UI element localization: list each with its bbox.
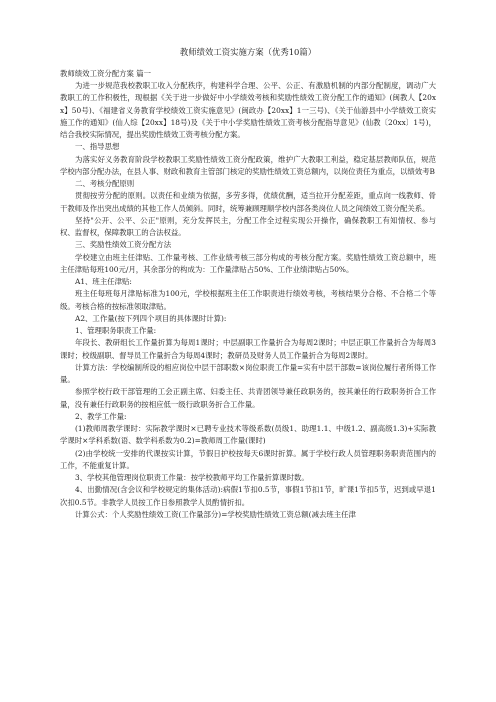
heading-methods: 三、奖励性绩效工资分配方法 (75, 240, 172, 250)
paragraph-calculation-method: 计算方法：学校编制所设的相应岗位中层干部职数×岗位职责工作量=实有中层干部数=该岗位履行者所得工作量。 (60, 362, 436, 384)
paragraph-guiding-ideology: 为落实好义务教育阶段学校教职工奖励性绩效工资分配政策，维护广大教职工利益，稳定基层教师队伍，规范学校内部分配办法，在县人事、财政和教育主管部门核定的奖励性绩效工资总额内，以岗位责任为重点，以绩效考B (60, 154, 436, 176)
heading-principles: 二、考核分配原则 (75, 179, 135, 188)
heading-a1: A1、班主任津贴: (75, 277, 132, 286)
paragraph-a1: 班主任每班每月津贴标准为100元，学校根据班主任工作职责进行绩效考核，考核结果分合格、不合格二个等级。考核合格的按标准领取津贴。 (60, 289, 436, 311)
heading-teaching-workload: 2、教学工作量: (75, 411, 127, 421)
paragraph-other-posts: 3、学校其他管理岗位职责工作量：按学校教师平均工作量折算课时数。 (75, 473, 309, 482)
paragraph-attendance: 4、出勤情况(含会议和学校规定的集体活动):病假1节扣0.5节，事假1节扣1节，旷课1节扣5节，迟到或早退1次扣0.5节。非教学人员按工作日参照教学人员酌情折扣。 (60, 485, 436, 507)
heading-a2: A2、工作量(按下列四个项目的具体课时计算): (75, 313, 227, 323)
paragraph-teaching-hours: (1)教师周教学课时：实际教学课时×已聘专业技术等级系数(员级1、助理1.1、中级1.2、副高级1.3)+实际教学课时×学科系数(语、数学科系数为0.2)=教师周工作量(课时) (60, 424, 436, 446)
paragraph-union-staff: 参照学校行政干部管理的工会正副主席、妇委主任、共青团领导兼任政职务的，按其兼任的行政职务折合工作量，没有兼任行政职务的按相应低一级行政职务折合工作量。 (60, 387, 436, 409)
paragraph-formula: 计算公式：个人奖励性绩效工资(工作量部分)=学校奖励性绩效工资总额(减去班主任津 (75, 509, 356, 519)
document-title: 教师绩效工资实施方案（优秀10篇） (179, 47, 317, 57)
section-heading: 教师绩效工资分配方案 篇一 (60, 69, 152, 78)
heading-management-workload: 1、管理职务职责工作量: (75, 326, 157, 335)
paragraph-methods: 学校建立由班主任津贴、工作量考核、工作业绩考核三部分构成的考核分配方案。奖励性绩效工资总额中，班主任津贴每班100元/月，其余部分的构成为：工作量津贴占50%、工作业绩津贴占50%。 (60, 252, 436, 274)
paragraph-management-workload: 年段长、教研组长工作量折算为每周1课时；中层副职工作量折合为每周2课时；中层正职工作量折合为每周3课时；校级副职、督导员工作量折合为每周4课时；教研员及财务人员工作量折合为每周2课时。 (60, 338, 436, 360)
paragraph-principle-labor: 贯彻按劳分配的原则。以责任和业绩为依据，多劳多得，优绩优酬，适当拉开分配差距，重点向一线教师、骨干教师及作出突出成绩的其他工作人员倾斜。同时，统筹兼顾理顺学校内部各类岗位人员之间绩效工资分配关系。 (60, 191, 436, 213)
paragraph-intro: 为进一步规范我校教职工收入分配秩序，构建科学合理、公平、公正、有激励机制的内部分配制度，调动广大教职工的工作积极性，现根据《关于进一步做好中小学绩效考核和奖励性绩效工资分配工作的通知》(闽教人【20xx】50号)、《福建省义务教育学校绩效工资实施意见》(闽政办【20xx】1一三号)、《关于仙游县中小学绩效工资实施工作的通知》(仙人综【20xx】18号)及《关于中小学奖励性绩效工资考核分配指导意见》(仙教〔20xx〕1号)，结合我校实际情况，提出奖励性绩效工资考核分配方案。 (60, 81, 436, 139)
paragraph-principle-fairness: 坚持"公开、公平、公正"原则，充分发挥民主，分配工作全过程实现公开操作，确保教职工有知情权、参与权、监督权，保障教职工的合法权益。 (60, 215, 436, 237)
heading-guiding-ideology: 一、指导思想 (75, 142, 120, 152)
paragraph-substitute-classes: (2)由学校统一安排的代课按实计算，节假日护校按每天6课时折算。属于学校行政人员管理职务职责范围内的工作，不能重复计算。 (60, 448, 436, 470)
